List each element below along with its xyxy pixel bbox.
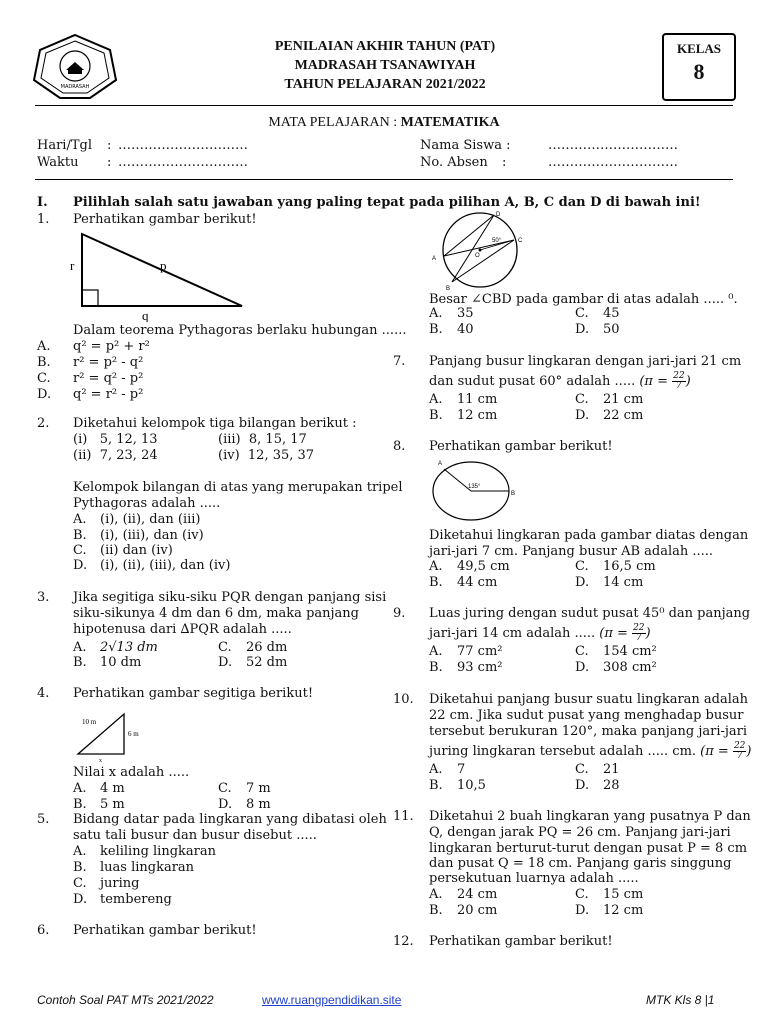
q4-label-hyp: 10 m	[82, 718, 97, 726]
absen-field[interactable]: …………………………	[548, 155, 678, 170]
q7-line-1: Panjang busur lingkaran dengan jari-jari 21 cm	[429, 354, 742, 369]
q8-opt-d-letter[interactable]: D.	[575, 575, 590, 590]
q10-pi-den: 7	[736, 751, 743, 761]
waktu-colon: :	[107, 155, 112, 170]
q1-label-q: q	[142, 308, 149, 322]
absen-label: No. Absen	[420, 155, 488, 170]
q9-opt-a-letter[interactable]: A.	[429, 644, 443, 659]
q2-opt-b-letter[interactable]: B.	[73, 528, 87, 543]
q2-group-ii: (ii) 7, 23, 24	[73, 448, 158, 463]
q3-opt-d-text[interactable]: 52 dm	[246, 655, 288, 670]
q11-line-2: Q, dengan jarak PQ = 26 cm. Panjang jari-jari	[429, 825, 731, 840]
q11-opt-a-text[interactable]: 24 cm	[457, 887, 498, 902]
q5-line-2: satu tali busur dan busur disebut .....	[73, 828, 317, 843]
q6-opt-c-text[interactable]: 45	[603, 306, 620, 321]
q4-opt-a-letter[interactable]: A.	[73, 781, 87, 796]
q9-opt-c-letter[interactable]: C.	[575, 644, 589, 659]
q11-opt-b-text[interactable]: 20 cm	[457, 903, 498, 918]
nama-field[interactable]: …………………………	[548, 138, 678, 153]
q9-line-2-text: jari-jari 14 cm adalah .....	[429, 626, 596, 641]
q10-opt-b-letter[interactable]: B.	[429, 778, 443, 793]
q10-line-4-text: juring lingkaran tersebut adalah ..... cm.	[429, 744, 697, 759]
q11-opt-c-letter[interactable]: C.	[575, 887, 589, 902]
q8-label-angle: 135°	[468, 484, 481, 490]
q2-stem: Diketahui kelompok tiga bilangan berikut :	[73, 416, 357, 431]
q11-line-3: lingkaran berturut-turut dengan pusat P = 8 cm	[429, 841, 748, 856]
q5-line-1: Bidang datar pada lingkaran yang dibatasi oleh	[73, 812, 387, 827]
q3-line-2: siku-sikunya 4 dm dan 6 dm, maka panjang	[73, 606, 359, 621]
q6-opt-c-letter[interactable]: C.	[575, 306, 589, 321]
q1-opt-b-text[interactable]: r² = p² - q²	[73, 355, 144, 370]
q1-label-p: p	[160, 258, 167, 273]
q9-pi-fraction	[632, 624, 645, 643]
q9-opt-a-text[interactable]: 77 cm²	[457, 644, 503, 659]
q10-pi-fraction	[733, 742, 746, 761]
q9-opt-d-letter[interactable]: D.	[575, 660, 590, 675]
header-line-2: MADRASAH TSANAWIYAH	[294, 58, 476, 73]
q11-opt-a-letter[interactable]: A.	[429, 887, 443, 902]
q3-line-3: hipotenusa dari ∆PQR adalah .....	[73, 622, 292, 637]
q6-label-o: O	[475, 253, 480, 259]
q3-opt-d-letter[interactable]: D.	[218, 655, 233, 670]
kelas-value: 8	[693, 59, 705, 84]
q7-opt-c-text[interactable]: 21 cm	[603, 392, 644, 407]
q8-opt-d-text[interactable]: 14 cm	[603, 575, 644, 590]
q1-text: Dalam teorema Pythagoras berlaku hubungan ......	[73, 323, 407, 338]
q7-opt-a-letter[interactable]: A.	[429, 392, 443, 407]
q9-line-1: Luas juring dengan sudut pusat 45⁰ dan panjang	[429, 606, 751, 621]
madrasah-logo	[30, 32, 120, 102]
q8-opt-a-letter[interactable]: A.	[429, 559, 443, 574]
q2-opt-a-letter[interactable]: A.	[73, 512, 87, 527]
q4-opt-c-text[interactable]: 7 m	[246, 781, 271, 796]
q2-text-2: Pythagoras adalah .....	[73, 496, 221, 511]
q9-number: 9.	[393, 606, 406, 621]
q3-opt-a-text[interactable]: 2√13 dm	[100, 640, 158, 655]
subject-line	[0, 115, 768, 131]
q2-opt-c-letter[interactable]: C.	[73, 543, 87, 558]
q10-opt-b-text[interactable]: 10,5	[457, 778, 486, 793]
q7-opt-b-letter[interactable]: B.	[429, 408, 443, 423]
q1-opt-b-letter[interactable]: B.	[37, 355, 51, 370]
q4-triangle-figure	[72, 712, 162, 764]
q4-text: Nilai x adalah .....	[73, 765, 190, 780]
q3-opt-b-letter[interactable]: B.	[73, 655, 87, 670]
q8-stem: Perhatikan gambar berikut!	[429, 439, 613, 454]
subject-prefix: MATA PELAJARAN :	[268, 115, 401, 130]
q9-line-2	[429, 624, 651, 643]
info-divider	[35, 179, 733, 180]
q9-pi-den: 7	[635, 633, 642, 643]
q7-opt-d-letter[interactable]: D.	[575, 408, 590, 423]
q9-opt-b-letter[interactable]: B.	[429, 660, 443, 675]
q5-opt-d-letter[interactable]: D.	[73, 892, 88, 907]
q7-opt-b-text[interactable]: 12 cm	[457, 408, 498, 423]
q1-right-angle	[82, 290, 98, 306]
q1-opt-d-letter[interactable]: D.	[37, 387, 52, 402]
q6-label-c: C	[518, 238, 523, 244]
q9-pi-num: 22	[633, 623, 645, 633]
hari-label: Hari/Tgl	[37, 138, 92, 153]
q1-opt-c-letter[interactable]: C.	[37, 371, 51, 386]
q10-opt-c-text[interactable]: 21	[603, 762, 620, 777]
q7-opt-c-letter[interactable]: C.	[575, 392, 589, 407]
q10-opt-d-letter[interactable]: D.	[575, 778, 590, 793]
q11-opt-b-letter[interactable]: B.	[429, 903, 443, 918]
q11-line-1: Diketahui 2 buah lingkaran yang pusatnya P dan	[429, 809, 751, 824]
q6-label-b: B	[446, 286, 451, 290]
q4-opt-a-text[interactable]: 4 m	[100, 781, 125, 796]
header-line-1: PENILAIAN AKHIR TAHUN (PAT)	[274, 39, 496, 54]
q7-pi-post: )	[685, 374, 691, 389]
nama-label: Nama Siswa :	[420, 138, 511, 153]
q7-opt-a-text[interactable]: 11 cm	[457, 392, 498, 407]
q10-line-1: Diketahui panjang busur suatu lingkaran adalah	[429, 692, 749, 707]
q8-opt-b-letter[interactable]: B.	[429, 575, 443, 590]
q1-opt-c-text[interactable]: r² = q² - p²	[73, 371, 144, 386]
q4-stem: Perhatikan gambar segitiga berikut!	[73, 686, 314, 701]
q3-opt-b-text[interactable]: 10 dm	[100, 655, 142, 670]
subject-name: MATEMATIKA	[400, 115, 500, 130]
q8-opt-b-text[interactable]: 44 cm	[457, 575, 498, 590]
q11-opt-d-letter[interactable]: D.	[575, 903, 590, 918]
q4-opt-d-text[interactable]: 8 m	[246, 797, 271, 812]
q1-opt-a-text[interactable]: q² = p² + r²	[73, 339, 150, 354]
q2-number: 2.	[37, 416, 50, 431]
q10-line-2: 22 cm. Jika sudut pusat yang menghadap busur	[429, 708, 744, 723]
q2-opt-d-letter[interactable]: D.	[73, 558, 88, 573]
q7-line-2-text: dan sudut pusat 60° adalah .....	[429, 374, 636, 389]
q6-stem: Perhatikan gambar berikut!	[73, 923, 257, 938]
q8-label-a: A	[438, 461, 443, 467]
q7-pi-num: 22	[673, 371, 685, 381]
q8-opt-a-text[interactable]: 49,5 cm	[457, 559, 510, 574]
header-divider	[35, 105, 733, 106]
q10-line-4	[429, 742, 751, 761]
hari-colon: :	[107, 138, 112, 153]
q5-opt-a-text[interactable]: keliling lingkaran	[100, 844, 217, 859]
header-line-3: TAHUN PELAJARAN 2021/2022	[284, 77, 486, 92]
q6-number: 6.	[37, 923, 50, 938]
q10-opt-c-letter[interactable]: C.	[575, 762, 589, 777]
q1-triangle-figure	[66, 228, 256, 322]
waktu-label: Waktu	[37, 155, 79, 170]
q8-opt-c-text[interactable]: 16,5 cm	[603, 559, 656, 574]
q11-line-5: persekutuan luarnya adalah .....	[429, 871, 639, 886]
q9-pi-post: )	[645, 626, 651, 641]
q6-opt-b-text[interactable]: 40	[457, 322, 474, 337]
q1-opt-d-text[interactable]: q² = r² - p²	[73, 387, 144, 402]
q3-line-1: Jika segitiga siku-siku PQR dengan panjang sisi	[73, 590, 387, 605]
footer-link[interactable]: www.ruangpendidikan.site	[262, 993, 402, 1007]
q8-line-1: Diketahui lingkaran pada gambar diatas dengan	[429, 528, 749, 543]
q5-opt-d-text[interactable]: tembereng	[100, 892, 172, 907]
q10-opt-a-text[interactable]: 7	[457, 762, 466, 777]
q6-label-angle: 50°	[492, 238, 502, 244]
q2-opt-b-text[interactable]: (i), (iii), dan (iv)	[100, 528, 204, 543]
q7-number: 7.	[393, 354, 406, 369]
q10-number: 10.	[393, 692, 414, 707]
q8-line-2: jari-jari 7 cm. Panjang busur AB adalah .....	[429, 544, 714, 559]
q4-opt-c-letter[interactable]: C.	[218, 781, 232, 796]
q1-label-r: r	[70, 258, 75, 273]
section-number: I.	[37, 195, 48, 210]
q10-opt-d-text[interactable]: 28	[603, 778, 620, 793]
q11-number: 11.	[393, 809, 414, 824]
q8-opt-c-letter[interactable]: C.	[575, 559, 589, 574]
q2-opt-d-text[interactable]: (i), (ii), (iii), dan (iv)	[100, 558, 231, 573]
q2-group-iii: (iii) 8, 15, 17	[218, 432, 307, 447]
waktu-field[interactable]: …………………………	[118, 155, 248, 170]
q10-opt-a-letter[interactable]: A.	[429, 762, 443, 777]
q1-opt-a-letter[interactable]: A.	[37, 339, 51, 354]
q11-line-4: dan pusat Q = 18 cm. Panjang garis singgung	[429, 856, 732, 871]
q4-label-base: x	[99, 758, 102, 764]
q3-opt-a-letter[interactable]: A.	[73, 640, 87, 655]
q6-opt-a-letter[interactable]: A.	[429, 306, 443, 321]
q9-opt-b-text[interactable]: 93 cm²	[457, 660, 503, 675]
q4-opt-b-text[interactable]: 5 m	[100, 797, 125, 812]
q2-opt-c-text[interactable]: (ii) dan (iv)	[100, 543, 173, 558]
q3-opt-c-text[interactable]: 26 dm	[246, 640, 288, 655]
q8-circle-figure	[428, 457, 528, 523]
q6-opt-d-text[interactable]: 50	[603, 322, 620, 337]
q6-opt-b-letter[interactable]: B.	[429, 322, 443, 337]
q7-line-2	[429, 372, 691, 391]
q1-stem: Perhatikan gambar berikut!	[73, 212, 257, 227]
q5-number: 5.	[37, 812, 50, 827]
q10-pi-pre: (π =	[700, 744, 733, 759]
q5-opt-c-letter[interactable]: C.	[73, 876, 87, 891]
header-title-block	[200, 37, 570, 94]
section-instruction: Pilihlah salah satu jawaban yang paling tepat pada pilihan A, B, C dan D di bawah ini!	[73, 195, 701, 210]
q10-pi-post: )	[746, 744, 752, 759]
q6-text: Besar ∠CBD pada gambar di atas adalah ..... ⁰.	[429, 292, 738, 307]
q4-number: 4.	[37, 686, 50, 701]
q6-opt-a-text[interactable]: 35	[457, 306, 474, 321]
q6-opt-d-letter[interactable]: D.	[575, 322, 590, 337]
q7-pi-den: 7	[676, 381, 682, 391]
q10-pi-num: 22	[733, 741, 746, 751]
absen-colon: :	[502, 155, 507, 170]
kelas-label: KELAS	[676, 41, 722, 56]
q2-group-iv: (iv) 12, 35, 37	[218, 448, 315, 463]
q4-opt-b-letter[interactable]: B.	[73, 797, 87, 812]
q3-number: 3.	[37, 590, 50, 605]
q6-label-d: D	[496, 212, 501, 218]
q11-opt-c-text[interactable]: 15 cm	[603, 887, 644, 902]
q8-number: 8.	[393, 439, 406, 454]
q4-opt-d-letter[interactable]: D.	[218, 797, 233, 812]
q5-opt-a-letter[interactable]: A.	[73, 844, 87, 859]
q4-label-side: 6 m	[128, 730, 139, 738]
q7-opt-d-text[interactable]: 22 cm	[603, 408, 644, 423]
q6-label-a: A	[432, 256, 437, 262]
q1-number: 1.	[37, 212, 50, 227]
svg-text:MADRASAH: MADRASAH	[60, 84, 90, 90]
q5-opt-b-text[interactable]: luas lingkaran	[100, 860, 195, 875]
q12-stem: Perhatikan gambar berikut!	[429, 934, 613, 949]
q9-opt-d-text[interactable]: 308 cm²	[603, 660, 657, 675]
q2-group-i: (i) 5, 12, 13	[73, 432, 158, 447]
q10-line-3: tersebut berukuran 120°, maka panjang jari-jari	[429, 724, 748, 739]
q9-pi-pre: (π =	[599, 626, 633, 641]
hari-field[interactable]: …………………………	[118, 138, 248, 153]
q2-text-1: Kelompok bilangan di atas yang merupakan tripel	[73, 480, 403, 495]
q11-opt-d-text[interactable]: 12 cm	[603, 903, 644, 918]
q2-opt-a-text[interactable]: (i), (ii), dan (iii)	[100, 512, 201, 527]
q12-number: 12.	[393, 934, 414, 949]
q6-circle-figure	[428, 210, 538, 290]
q5-opt-b-letter[interactable]: B.	[73, 860, 87, 875]
footer-left: Contoh Soal PAT MTs 2021/2022	[37, 993, 214, 1007]
footer-right: MTK Kls 8 |1	[646, 993, 715, 1007]
kelas-box	[662, 33, 736, 101]
q9-opt-c-text[interactable]: 154 cm²	[603, 644, 657, 659]
q5-opt-c-text[interactable]: juring	[100, 876, 140, 891]
q8-label-b: B	[511, 491, 516, 497]
q3-opt-c-letter[interactable]: C.	[218, 640, 232, 655]
q7-pi-pre: (π =	[639, 374, 673, 389]
q7-pi-fraction	[672, 372, 685, 391]
